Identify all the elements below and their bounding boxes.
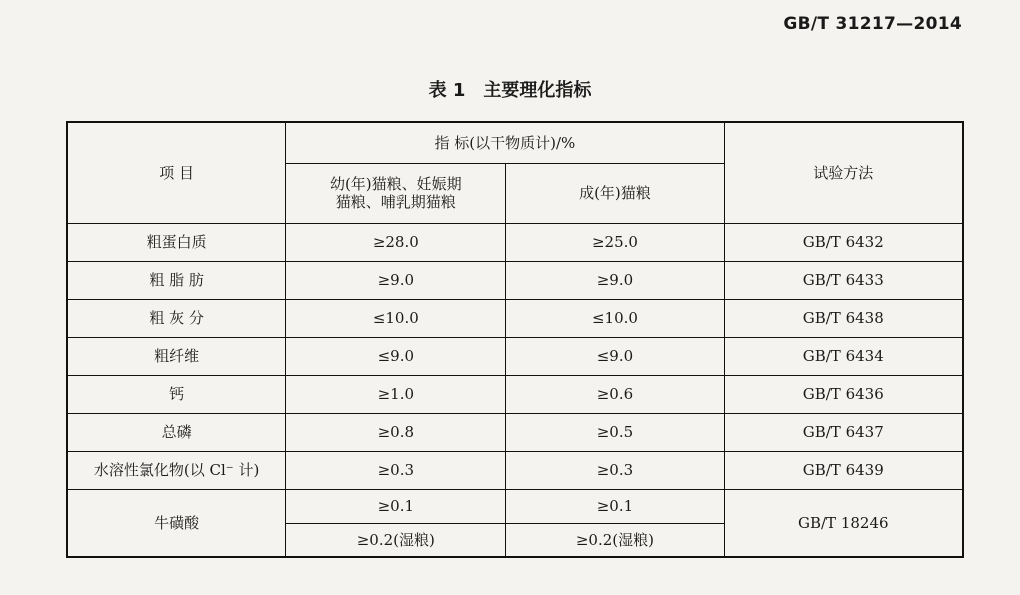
table-row	[67, 261, 963, 299]
header-kitten-line1: 幼(年)猫粮、妊娠期	[329, 175, 462, 193]
table-row	[67, 337, 963, 375]
header-indicator-group: 指 标(以干物质计)/%	[286, 122, 724, 163]
row-adult-value: ≤10.0	[506, 299, 724, 337]
row-method: GB/T 6436	[724, 375, 963, 413]
table-row	[67, 375, 963, 413]
row-kitten-value: ≥1.0	[286, 375, 506, 413]
row-item: 总磷	[67, 413, 286, 451]
row-adult-value: ≥25.0	[506, 223, 724, 261]
row-item-taurine: 牛磺酸	[67, 489, 286, 557]
row-kitten-value: ≥9.0	[286, 261, 506, 299]
row-item: 粗蛋白质	[67, 223, 286, 261]
row-adult-value: ≤9.0	[506, 337, 724, 375]
row-item: 粗纤维	[67, 337, 286, 375]
row-kitten-value: ≥0.3	[286, 451, 506, 489]
table-title	[0, 76, 1020, 102]
row-method: GB/T 6434	[724, 337, 963, 375]
standard-code: GB/T 31217—2014	[783, 14, 962, 34]
row-adult-value-taurine-dry: ≥0.1	[506, 489, 724, 523]
row-kitten-value: ≥0.8	[286, 413, 506, 451]
table-row	[67, 451, 963, 489]
spec-table	[66, 121, 964, 558]
row-kitten-value: ≥28.0	[286, 223, 506, 261]
row-adult-value: ≥0.3	[506, 451, 724, 489]
table-title-text: 主要理化指标	[483, 80, 592, 101]
row-item: 水溶性氯化物(以 Cl⁻ 计)	[67, 451, 286, 489]
table-row	[67, 413, 963, 451]
header-kitten-line2: 猫粮、哺乳期猫粮	[335, 193, 456, 211]
row-method: GB/T 6438	[724, 299, 963, 337]
header-kitten	[286, 163, 506, 223]
table-row	[67, 223, 963, 261]
row-item: 粗 脂 肪	[67, 261, 286, 299]
header-row-group	[67, 122, 963, 163]
table-row	[67, 299, 963, 337]
row-kitten-value: ≤9.0	[286, 337, 506, 375]
row-kitten-value-taurine-wet: ≥0.2(湿粮)	[286, 523, 506, 557]
row-adult-value: ≥0.6	[506, 375, 724, 413]
table-row-taurine-dry	[67, 489, 963, 523]
table-title-number: 表 1	[428, 80, 466, 101]
header-item: 项 目	[67, 122, 286, 223]
row-method-taurine: GB/T 18246	[724, 489, 963, 557]
row-adult-value: ≥0.5	[506, 413, 724, 451]
row-adult-value-taurine-wet: ≥0.2(湿粮)	[506, 523, 724, 557]
row-adult-value: ≥9.0	[506, 261, 724, 299]
row-method: GB/T 6439	[724, 451, 963, 489]
row-method: GB/T 6432	[724, 223, 963, 261]
row-kitten-value: ≤10.0	[286, 299, 506, 337]
row-method: GB/T 6433	[724, 261, 963, 299]
row-kitten-value-taurine-dry: ≥0.1	[286, 489, 506, 523]
header-adult: 成(年)猫粮	[506, 163, 724, 223]
row-method: GB/T 6437	[724, 413, 963, 451]
row-item: 粗 灰 分	[67, 299, 286, 337]
row-item: 钙	[67, 375, 286, 413]
header-method: 试验方法	[724, 122, 963, 223]
